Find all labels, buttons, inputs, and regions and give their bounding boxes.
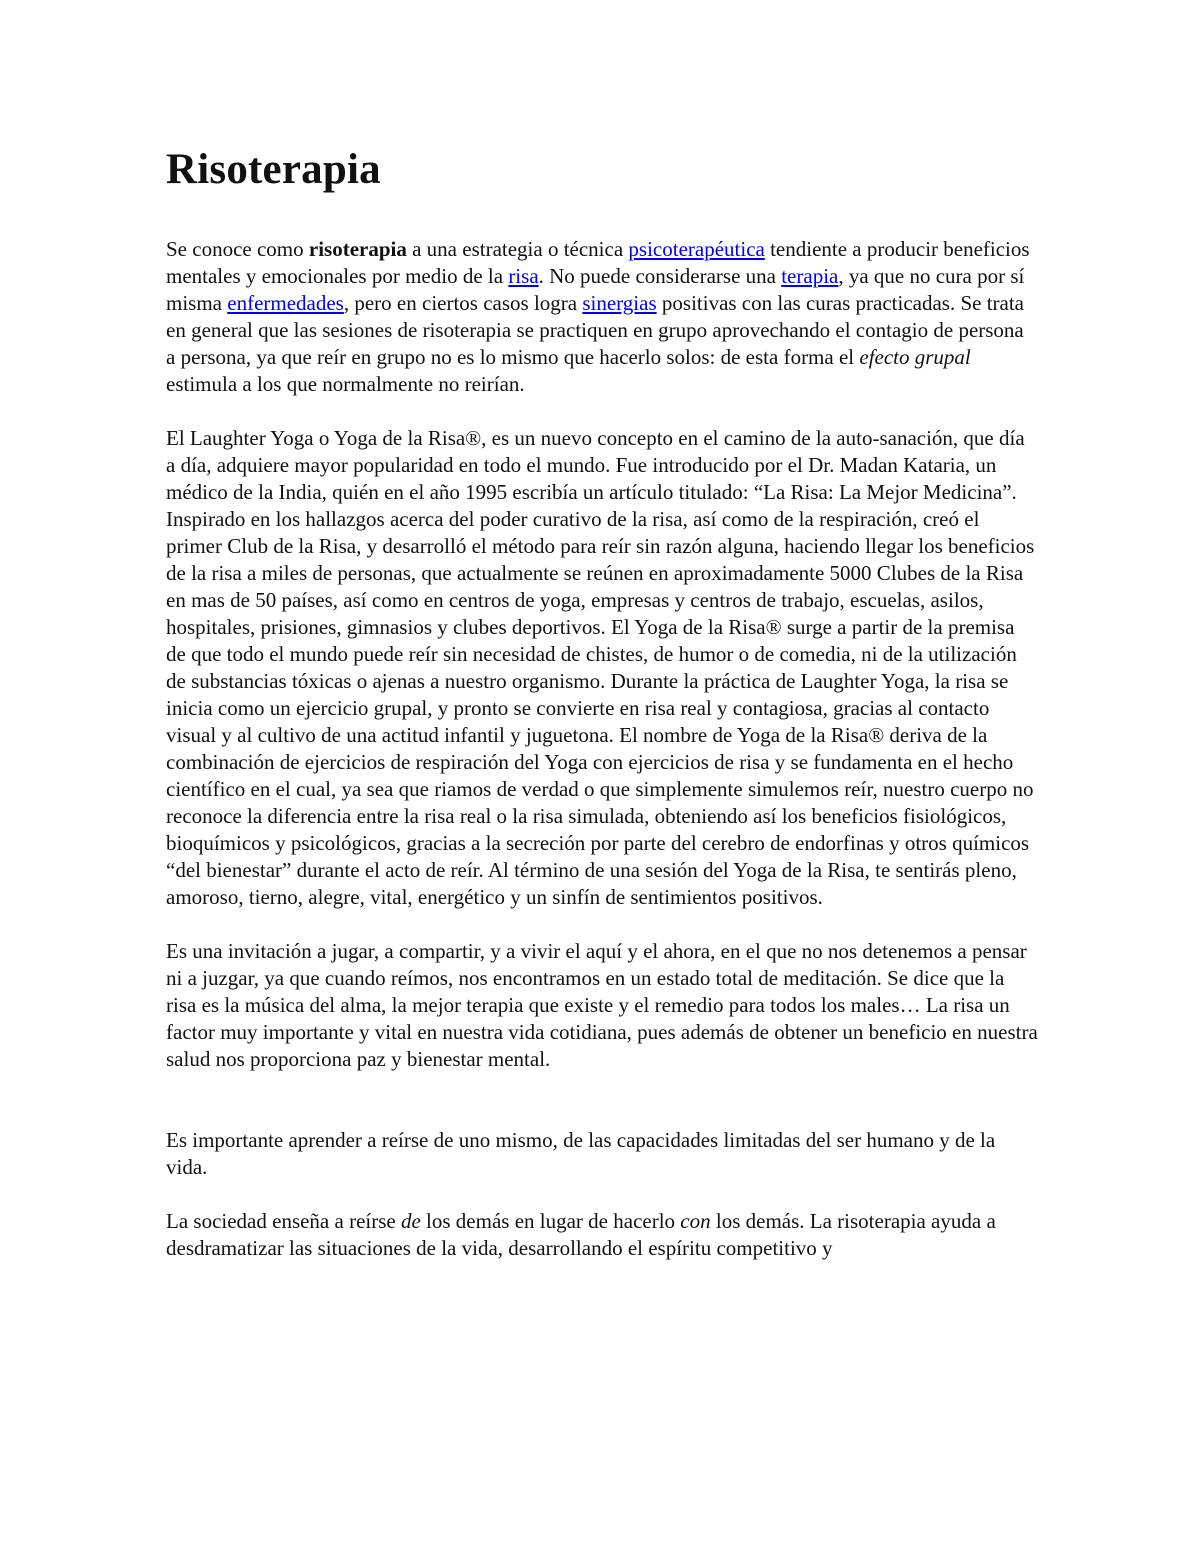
text-run: , ya que no cura por sí misma bbox=[166, 264, 1025, 315]
paragraph-intro bbox=[166, 236, 1038, 398]
document-page bbox=[166, 140, 1038, 1289]
link-sinergias[interactable]: sinergias bbox=[582, 291, 657, 315]
text-run: a una estrategia o técnica bbox=[406, 237, 629, 261]
text-run: Se conoce como bbox=[166, 237, 309, 261]
paragraph-laughter-yoga: El Laughter Yoga o Yoga de la Risa®, es un nuevo concepto en el camino de la auto-sanación, que día a día, adquiere mayor popularidad en todo el mundo. Fue introducido por el Dr. Madan Kataria, un médico de la India, quién en el año 1995 escribía un artículo titulado: “La Risa: La Mejor Medicina”. Inspirado en los hallazgos acerca del poder curativo de la risa, así como de la respiración, creó el primer Club de la Risa, y desarrolló el método para reír sin razón alguna, haciendo llegar los beneficios de la risa a miles de personas, que actualmente se reúnen en aproximadamente 5000 Clubes de la Risa en mas de 50 países, así como en centros de yoga, empresas y centros de trabajo, escuelas, asilos, hospitales, prisiones, gimnasios y clubes deportivos. El Yoga de la Risa® surge a partir de la premisa de que todo el mundo puede reír sin necesidad de chistes, de humor o de comedia, ni de la utilización de substancias tóxicas o ajenas a nuestro organismo. Durante la práctica de Laughter Yoga, la risa se inicia como un ejercicio grupal, y pronto se convierte en risa real y contagiosa, gracias al contacto visual y al cultivo de una actitud infantil y juguetona. El nombre de Yoga de la Risa® deriva de la combinación de ejercicios de respiración del Yoga con ejercicios de risa y se fundamenta en el hecho científico en el cual, ya sea que riamos de verdad o que simplemente simulemos reír, nuestro cuerpo no reconoce la diferencia entre la risa real o la risa simulada, obteniendo así los beneficios fisiológicos, bioquímicos y psicológicos, gracias a la secreción por parte del cerebro de endorfinas y otros químicos “del bienestar” durante el acto de reír. Al término de una sesión del Yoga de la Risa, te sentirás pleno, amoroso, tierno, alegre, vital, energético y un sinfín de sentimientos positivos. bbox=[166, 426, 1035, 909]
paragraph-self-laughter: Es importante aprender a reírse de uno mismo, de las capacidades limitadas del ser humano y de la vida. bbox=[166, 1128, 996, 1179]
text-run: tendiente a producir beneficios mentales y emocionales por medio de la bbox=[166, 237, 1030, 288]
paragraph-invitation: Es una invitación a jugar, a compartir, y a vivir el aquí y el ahora, en el que no nos detenemos a pensar ni a juzgar, ya que cuando reímos, nos encontramos en un estado total de meditación. Se dice que la risa es la música del alma, la mejor terapia que existe y el remedio para todos los males… La risa un factor muy importante y vital en nuestra vida cotidiana, pues además de obtener un beneficio en nuestra salud nos proporciona paz y bienestar mental. bbox=[166, 939, 1038, 1071]
text-run: , pero en ciertos casos logra bbox=[343, 291, 583, 315]
paragraph-society bbox=[166, 1208, 1038, 1262]
text-run: los demás. La risoterapia ayuda a desdramatizar las situaciones de la vida, desarrollando el espíritu competitivo y bbox=[166, 1209, 996, 1260]
italic-word: de bbox=[400, 1209, 421, 1233]
text-run: estimula a los que normalmente no reirían. bbox=[166, 372, 525, 396]
bold-term: risoterapia bbox=[308, 237, 407, 261]
link-enfermedades[interactable]: enfermedades bbox=[227, 291, 344, 315]
link-psicoterapeutica[interactable]: psicoterapéutica bbox=[628, 237, 765, 261]
text-run: . No puede considerarse una bbox=[538, 264, 782, 288]
document-title: Risoterapia bbox=[166, 146, 381, 193]
text-run: positivas con las curas practicadas. Se trata en general que las sesiones de risoterapia se practiquen en grupo aprovechando el contagio de persona a persona, ya que reír en grupo no es lo mismo que hacerlo solos: de esta forma el bbox=[166, 291, 1025, 369]
text-run: La sociedad enseña a reírse bbox=[166, 1209, 401, 1233]
italic-term: efecto grupal bbox=[859, 345, 971, 369]
italic-word: con bbox=[680, 1209, 711, 1233]
link-risa[interactable]: risa bbox=[508, 264, 539, 288]
link-terapia[interactable]: terapia bbox=[781, 264, 839, 288]
text-run: los demás en lugar de hacerlo bbox=[420, 1209, 681, 1233]
